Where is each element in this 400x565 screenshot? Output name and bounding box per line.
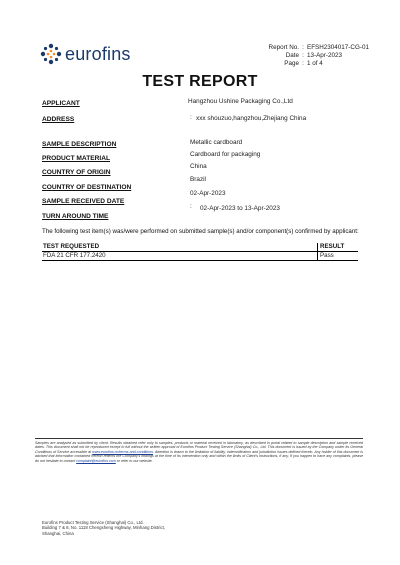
applicant-label: APPLICANT bbox=[42, 100, 80, 107]
table-row bbox=[42, 252, 358, 261]
address-value: xxx shouzuo,hangzhou,Zhejiang China bbox=[196, 115, 307, 122]
complaint-email-link[interactable]: complaint@eurofins.com bbox=[76, 458, 116, 463]
address-label: ADDRESS bbox=[42, 116, 75, 123]
applicant-value: Hangzhou Ushine Packaging Co.,Ltd bbox=[188, 98, 293, 105]
page-label: Page bbox=[284, 60, 299, 67]
address-separator: : bbox=[190, 114, 192, 121]
report-number-label: Report No. bbox=[268, 44, 299, 51]
result-cell: Pass bbox=[320, 252, 334, 259]
intro-text: The following test item(s) was/were performed on submitted sample(s) and/or component(s) confirmed by applicant: bbox=[42, 228, 359, 235]
address-line: Eurofins Product Testing Service (Shanghai) Co., Ltd. bbox=[42, 520, 144, 525]
page-number: 1 of 4 bbox=[307, 60, 323, 67]
column-header-test: TEST REQUESTED bbox=[42, 243, 318, 251]
sample-description-value: Metallic cardboard bbox=[190, 139, 243, 146]
report-date: 13-Apr-2023 bbox=[307, 52, 343, 59]
country-of-destination-label: COUNTRY OF DESTINATION bbox=[42, 184, 132, 191]
address-line: Building 7 & 8, No. 1118 Chengsheng Highway, Minhang District, bbox=[42, 525, 166, 531]
report-title: TEST REPORT bbox=[142, 73, 258, 90]
table-header-row bbox=[42, 243, 358, 252]
turn-around-time-value: 02-Apr-2023 to 13-Apr-2023 bbox=[200, 205, 280, 212]
separator: : bbox=[302, 44, 304, 51]
separator: : bbox=[302, 52, 304, 59]
report-number-row bbox=[262, 44, 369, 52]
country-of-origin-label: COUNTRY OF ORIGIN bbox=[42, 169, 111, 176]
sample-received-date-value: 02-Apr-2023 bbox=[190, 190, 226, 197]
eurofins-dots-logo-icon bbox=[40, 43, 62, 65]
page-number-row bbox=[262, 60, 369, 68]
sample-received-date-label: SAMPLE RECEIVED DATE bbox=[42, 198, 125, 205]
address-line: Shanghai, China bbox=[42, 530, 74, 536]
country-of-origin-value: China bbox=[190, 163, 207, 170]
terms-link[interactable]: www.eurofins.cn/terms-and-conditions bbox=[92, 449, 153, 454]
report-date-row bbox=[262, 52, 369, 60]
company-logo bbox=[40, 43, 160, 65]
disclaimer-text-c: or refer to our website. bbox=[116, 458, 153, 463]
disclaimer-text-a: Samples are analysed as submitted by client. Results obtained refer only to samples, products or material received in laboratory, as described in portal related to sample description and sample received dates. This document shall not be reproduced except in full without the written approval of Eurofins Product Testing Service (Shanghai) Co., Ltd. This document is issued by the Company under its General Conditions of Service accessible at bbox=[35, 441, 363, 454]
disclaimer-text-b: Attention is drawn to the limitation of liability, indemnification and jurisdiction issues defined therein. Any holder of this document is advised that information contained hereon reflects the Company's findings at the time of its intervention only and within the limits of Client's instructions, if any. If you happen to have any complaints, please do not hesitate to contact bbox=[35, 449, 364, 463]
sample-description-label: SAMPLE DESCRIPTION bbox=[42, 141, 117, 148]
results-table bbox=[42, 243, 358, 261]
footer-address bbox=[42, 520, 165, 536]
separator: : bbox=[302, 60, 304, 67]
turn-around-time-label: TURN AROUND TIME bbox=[42, 213, 109, 220]
report-number: EFSH2304017-CG-01 bbox=[307, 44, 369, 51]
disclaimer: Samples are analysed as submitted by client. Results obtained refer only to samples, products or material received in laboratory, as described in portal related to sample description and sample received dates. This document shall not be reproduced except in full without the written approval of Eurofins Product Testing Service (Shanghai) Co., Ltd. This document is issued by the Company under its General Conditions of Service accessible at www.eurofins.cn/terms-and-conditions. Attention is drawn to the limitation of liability, indemnification and jurisdiction issues defined therein. Any holder of this document is advised that information contained hereon reflects the Company's findings at the time of its intervention only and within the limits of Client's instructions, if any. If you happen to have any complaints, please do not hesitate to contact complaint@eurofins.com or refer to our website. bbox=[35, 438, 363, 463]
country-of-destination-value: Brazil bbox=[190, 176, 206, 183]
report-date-label: Date bbox=[285, 52, 299, 59]
column-header-result: RESULT bbox=[320, 243, 345, 250]
test-requested-cell: FDA 21 CFR 177.2420 bbox=[42, 252, 318, 260]
product-material-value: Cardboard for packaging bbox=[190, 151, 261, 158]
logo-text: eurofins bbox=[65, 44, 131, 64]
report-meta bbox=[262, 44, 369, 68]
turn-around-time-separator: : bbox=[190, 203, 192, 210]
product-material-label: PRODUCT MATERIAL bbox=[42, 155, 111, 162]
